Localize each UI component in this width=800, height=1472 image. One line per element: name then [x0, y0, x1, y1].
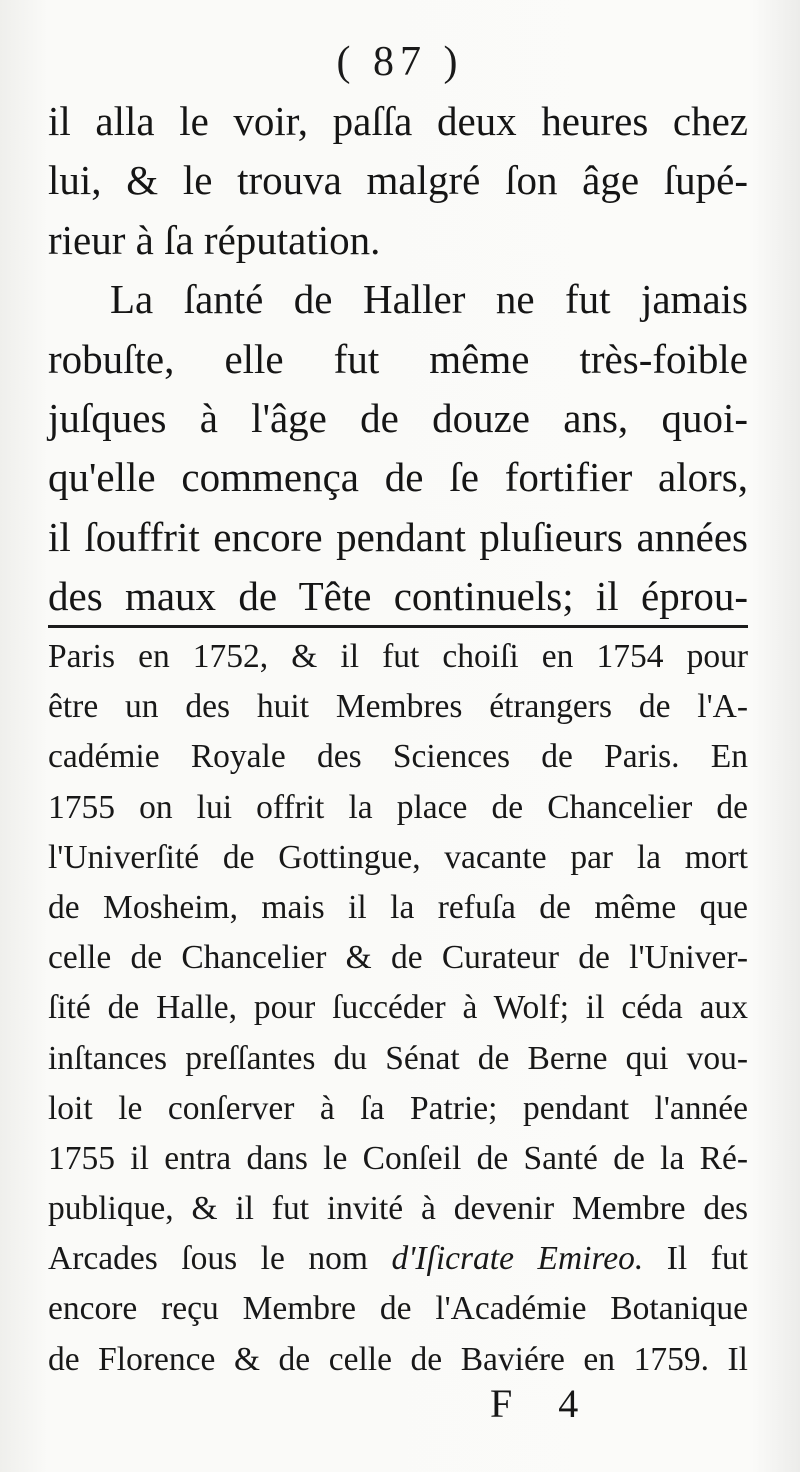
footnote-line: l'Univerſité de Gottingue, vacante par la mort: [48, 838, 748, 876]
footnote-line: 1755 on lui offrit la place de Chancelier de: [48, 788, 748, 826]
footnote-line: cadémie Royale des Sciences de Paris. En: [48, 738, 748, 776]
footnote-line: loit le conſerver à ſa Patrie; pendant l'année: [48, 1089, 748, 1127]
text-line: il alla le voir, paſſa deux heures chez: [48, 98, 748, 144]
paragraph-start-line: La ſanté de Haller ne fut jamais: [110, 276, 748, 323]
footnote-line: [48, 1234, 748, 1284]
footnote-line: celle de Chancelier & de Curateur de l'Univer-: [48, 939, 748, 977]
footnote-line: inſtances preſſantes du Sénat de Berne qui vou-: [48, 1039, 748, 1077]
footnote-line: être un des huit Membres étrangers de l'A-: [48, 688, 748, 726]
footnote-line: de Florence & de celle de Baviére en 1759. Il: [48, 1340, 748, 1378]
text-line: rieur à ſa réputation.: [48, 216, 381, 263]
footnote-line: 1755 il entra dans le Conſeil de Santé de la Ré-: [48, 1139, 748, 1177]
footnote-line: publique, & il fut invité à devenir Membre des: [48, 1190, 748, 1228]
footnote-divider: [48, 625, 748, 628]
footnote-text: [48, 632, 748, 1385]
footnote-line: ſité de Halle, pour ſuccéder à Wolf; il céda aux: [48, 989, 748, 1027]
footnote-line: Paris en 1752, & il fut choiſi en 1754 pour: [48, 638, 748, 675]
signature-mark: F 4: [490, 1381, 597, 1426]
footnote-line-end: Il fut: [643, 1240, 748, 1278]
text-line: qu'elle commença de ſe fortifier alors,: [48, 454, 748, 501]
footnote-line: de Mosheim, mais il la refuſa de même que: [48, 888, 748, 926]
text-line: lui, & le trouva malgré ſon âge ſupé-: [48, 157, 748, 204]
text-line: robuſte, elle fut même très-foible: [48, 335, 748, 382]
text-line: il ſouffrit encore pendant pluſieurs années: [48, 513, 748, 560]
footnote-line-start: Arcades ſous le nom: [48, 1240, 392, 1278]
footnote-line: encore reçu Membre de l'Académie Botanique: [48, 1290, 748, 1328]
page-number: ( 87 ): [336, 39, 464, 85]
text-line: juſques à l'âge de douze ans, quoi-: [48, 394, 748, 441]
text-line: des maux de Tête continuels; il éprou-: [48, 573, 748, 620]
italic-name: d'Iſicrate Emireo.: [391, 1240, 644, 1278]
main-text: [48, 92, 748, 627]
